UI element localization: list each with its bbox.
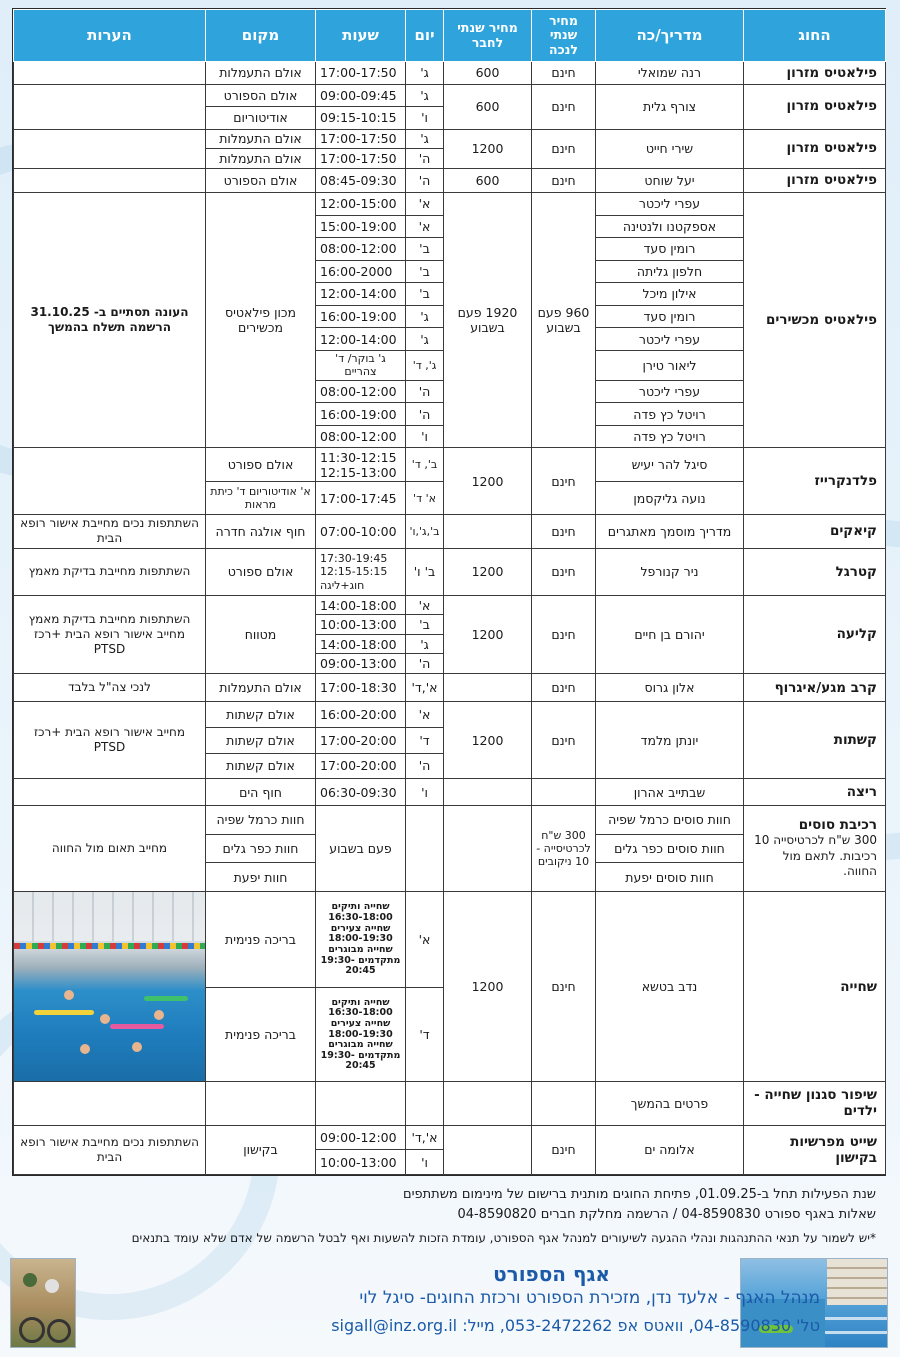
- hours-cell: 16:00-20:00: [316, 702, 406, 728]
- price-retiree-cell: חינם: [532, 129, 596, 168]
- price-member-cell: [444, 515, 532, 549]
- price-member-cell: 1200: [444, 891, 532, 1082]
- location-cell: אולם קשתות: [206, 728, 316, 754]
- header-instructor: מדריך/כה: [596, 10, 744, 62]
- hours-cell: שחייה ותיקים 16:30-18:00 שחייה צעירים 18:00-19:30 שחייה מבוגרים מתקדמים 19:30-20:45: [316, 891, 406, 987]
- table-row: [14, 891, 886, 987]
- day-cell: א': [406, 193, 444, 216]
- table-row: [14, 1082, 886, 1125]
- location-cell: אולם התעמלות: [206, 149, 316, 168]
- price-member-cell: 1200: [444, 595, 532, 673]
- day-cell: א': [406, 891, 444, 987]
- day-cell: א',ד': [406, 673, 444, 702]
- price-member-cell: [444, 779, 532, 806]
- price-member-cell: 1200: [444, 702, 532, 779]
- pool-photo: [14, 891, 206, 1082]
- instructor-cell: עפרי ליכטר: [596, 328, 744, 351]
- swimming-pool-image: [14, 892, 205, 1082]
- price-retiree-cell: חינם: [532, 702, 596, 779]
- table-row: [14, 62, 886, 85]
- class-name: קשתות: [744, 702, 886, 779]
- instructor-cell: צורף גלית: [596, 84, 744, 129]
- price-retiree-cell: חינם: [532, 595, 596, 673]
- price-member-cell: 600: [444, 84, 532, 129]
- table-row: [14, 595, 886, 614]
- header-hours: שעות: [316, 10, 406, 62]
- day-cell: ב': [406, 283, 444, 306]
- hours-cell: 14:00-18:00: [316, 634, 406, 653]
- location-cell: חוות יפעת: [206, 863, 316, 892]
- hours-cell: פעם בשבוע: [316, 805, 406, 891]
- day-cell: ו': [406, 425, 444, 448]
- table-row: [14, 779, 886, 806]
- hours-cell: 10:00-13:00: [316, 1150, 406, 1175]
- day-cell: ה': [406, 168, 444, 193]
- department-contact-block: [100, 1258, 820, 1352]
- class-name: פילאטיס מזרון: [744, 129, 886, 168]
- instructor-cell: שבתייב אהרון: [596, 779, 744, 806]
- hours-cell: 17:00-17:50: [316, 62, 406, 85]
- instructor-cell: רויטל כץ פדה: [596, 403, 744, 426]
- hours-cell: 12:00-14:00: [316, 283, 406, 306]
- department-title: אגף הספורט: [493, 1262, 610, 1286]
- price-retiree-cell: חינם: [532, 84, 596, 129]
- day-cell: א' ד': [406, 482, 444, 515]
- instructor-cell: עפרי ליכטר: [596, 193, 744, 216]
- price-retiree-cell: חינם: [532, 891, 596, 1082]
- day-cell: א': [406, 702, 444, 728]
- price-member-cell: [444, 1125, 532, 1175]
- class-name: קליעה: [744, 595, 886, 673]
- instructor-cell: יהורם בן חיים: [596, 595, 744, 673]
- day-cell: א': [406, 215, 444, 238]
- price-retiree-cell: חינם: [532, 515, 596, 549]
- instructor-cell: חוות סוסים כרמל שפיה: [596, 805, 744, 834]
- location-cell: [206, 1082, 316, 1125]
- day-cell: [406, 805, 444, 891]
- instructor-cell: חוות סוסים כפר גלים: [596, 834, 744, 863]
- location-cell: אולם התעמלות: [206, 129, 316, 148]
- hours-cell: ג' בוקר/ ד' צהריים: [316, 350, 406, 380]
- hours-cell: 10:00-13:00: [316, 615, 406, 634]
- notes-cell: מחייב אישור רופא הבית +רכז PTSD: [14, 702, 206, 779]
- price-retiree-cell: חינם: [532, 168, 596, 193]
- day-cell: ד': [406, 728, 444, 754]
- class-name: פילאטיס מכשירים: [744, 193, 886, 448]
- day-cell: ב': [406, 238, 444, 261]
- day-cell: ב',ג',ו': [406, 515, 444, 549]
- table-row: [14, 805, 886, 834]
- instructor-cell: יונתן מלמד: [596, 702, 744, 779]
- notes-cell: העונה תסתיים ב- 31.10.25 הרשמה תשלח בהמשך: [14, 193, 206, 448]
- instructor-cell: רנה שמואלי: [596, 62, 744, 85]
- location-cell: חוות כפר גלים: [206, 834, 316, 863]
- price-retiree-cell: חינם: [532, 1125, 596, 1175]
- price-retiree-cell: חינם: [532, 548, 596, 595]
- day-cell: ב': [406, 260, 444, 283]
- day-cell: ד': [406, 988, 444, 1082]
- class-title: רכיבת סוסים: [798, 816, 877, 833]
- day-cell: [406, 1082, 444, 1125]
- price-retiree-cell: 960 פעם בשבוע: [532, 193, 596, 448]
- class-name: קטרגל: [744, 548, 886, 595]
- instructor-cell: ניר קנורפל: [596, 548, 744, 595]
- notes-cell: מחייב תאום מול החווה: [14, 805, 206, 891]
- class-name: פלדנקרייז: [744, 448, 886, 515]
- location-cell: אולם ספורט: [206, 448, 316, 482]
- price-retiree-cell: [532, 1082, 596, 1125]
- hours-cell: 17:00-17:45: [316, 482, 406, 515]
- header-price-member: מחיר שנתי לחבר: [444, 10, 532, 62]
- footer-contact-note: שאלות באגף ספורט 04-8590830 / הרשמה מחלקת חברים 04-8590820: [457, 1207, 876, 1222]
- hours-cell: 08:00-12:00: [316, 238, 406, 261]
- notes-cell: השתתפות מחייבת בדיקת מאמץ: [14, 548, 206, 595]
- price-member-cell: 1200: [444, 129, 532, 168]
- price-retiree-cell: 300 ש"ח לכרטיסייה - 10 ניקובים: [532, 805, 596, 891]
- day-cell: ג', ד': [406, 350, 444, 380]
- instructor-cell: פרטים בהמשך: [596, 1082, 744, 1125]
- notes-cell: [14, 129, 206, 168]
- day-cell: ו': [406, 1150, 444, 1175]
- hours-cell: 08:00-12:00: [316, 380, 406, 403]
- instructor-cell: נועה גליקסמן: [596, 482, 744, 515]
- hours-cell: 12:00-15:00: [316, 193, 406, 216]
- price-member-cell: [444, 1082, 532, 1125]
- day-cell: ג': [406, 305, 444, 328]
- price-member-cell: 1200: [444, 548, 532, 595]
- price-member-cell: 1920 פעם בשבוע: [444, 193, 532, 448]
- day-cell: ג': [406, 84, 444, 107]
- table-row: [14, 193, 886, 216]
- class-name: שייט מפרשיות בקישון: [744, 1125, 886, 1175]
- hours-cell: 08:00-12:00: [316, 425, 406, 448]
- table-header-row: [14, 10, 886, 62]
- day-cell: ה': [406, 149, 444, 168]
- notes-cell: השתתפות נכים מחייבת אישור רופא הבית: [14, 1125, 206, 1175]
- price-member-cell: 600: [444, 168, 532, 193]
- day-cell: ו': [406, 107, 444, 130]
- hours-cell: 09:00-12:00: [316, 1125, 406, 1150]
- price-retiree-cell: חינם: [532, 448, 596, 515]
- location-cell: בקישון: [206, 1125, 316, 1175]
- table-row: [14, 1125, 886, 1150]
- hours-cell: 16:00-19:00: [316, 403, 406, 426]
- footer-conduct-note: *יש לשמור על תנאי ההתנהגות ונהלי ההגעה לשיעורים למנהל אגף הספורט, עומדת הזכות להשעות ואף לבטל הרשמה של אדם שלא עומד בתנאים: [131, 1231, 876, 1245]
- class-name: קיאקים: [744, 515, 886, 549]
- hours-cell: 17:00-20:00: [316, 753, 406, 779]
- notes-cell: [14, 779, 206, 806]
- instructor-cell: רומין סעד: [596, 305, 744, 328]
- hours-cell: 12:00-14:00: [316, 328, 406, 351]
- price-member-cell: 600: [444, 62, 532, 85]
- location-cell: חוף הים: [206, 779, 316, 806]
- day-cell: ב', ד': [406, 448, 444, 482]
- table-row: [14, 515, 886, 549]
- header-day: יום: [406, 10, 444, 62]
- table-row: [14, 129, 886, 148]
- table-row: [14, 548, 886, 595]
- location-cell: בריכה פנימית: [206, 988, 316, 1082]
- header-location: מקום: [206, 10, 316, 62]
- hours-cell: 15:00-19:00: [316, 215, 406, 238]
- notes-cell: לנכי צה"ל בלבד: [14, 673, 206, 702]
- notes-cell: [14, 84, 206, 129]
- schedule-table: [13, 9, 886, 1175]
- location-cell: אולם הספורט: [206, 168, 316, 193]
- class-note: 300 ש"ח לכרטיסייה 10 רכיבות. לתאם מול החווה.: [754, 833, 877, 879]
- hours-cell: 16:00-19:00: [316, 305, 406, 328]
- department-contacts: טל' 04-8590830, וואטס אפ 053-2472262, מייל: sigall@inz.org.il: [331, 1316, 820, 1335]
- hours-cell: 17:00-18:30: [316, 673, 406, 702]
- hours-cell: 09:00-13:00: [316, 654, 406, 673]
- header-price-retiree: מחיר שנתי לנכה: [532, 10, 596, 62]
- location-cell: א' אודיטוריום ד' כיתת מראות: [206, 482, 316, 515]
- price-member-cell: [444, 673, 532, 702]
- instructor-cell: רויטל כץ פדה: [596, 425, 744, 448]
- location-cell: חוף אולגה חדרה: [206, 515, 316, 549]
- instructor-cell: אלון גרוס: [596, 673, 744, 702]
- notes-cell: [14, 1082, 206, 1125]
- instructor-cell: יעל שוחט: [596, 168, 744, 193]
- class-name: שיפור סגנון שחייה - ילדים: [744, 1082, 886, 1125]
- location-cell: אולם ספורט: [206, 548, 316, 595]
- instructor-cell: נדב בטשא: [596, 891, 744, 1082]
- hours-cell: 17:30-19:45 12:15-15:15 חוג+ליגה: [316, 548, 406, 595]
- location-cell: אולם קשתות: [206, 702, 316, 728]
- table-row: [14, 448, 886, 482]
- day-cell: ה': [406, 380, 444, 403]
- hours-cell: 07:00-10:00: [316, 515, 406, 549]
- wheelchair-basketball-photo: [10, 1258, 76, 1348]
- hours-cell: [316, 1082, 406, 1125]
- notes-cell: השתתפות מחייבת בדיקת מאמץ מחייב אישור רופא הבית +רכז PTSD: [14, 595, 206, 673]
- hours-cell: 17:00-17:50: [316, 149, 406, 168]
- hours-cell: 17:00-20:00: [316, 728, 406, 754]
- hours-cell: 06:30-09:30: [316, 779, 406, 806]
- day-cell: א',ד': [406, 1125, 444, 1150]
- location-cell: אולם התעמלות: [206, 673, 316, 702]
- hours-cell: 08:45-09:30: [316, 168, 406, 193]
- location-cell: אולם התעמלות: [206, 62, 316, 85]
- day-cell: ה': [406, 753, 444, 779]
- day-cell: ב': [406, 615, 444, 634]
- header-notes: הערות: [14, 10, 206, 62]
- day-cell: א': [406, 595, 444, 614]
- instructor-cell: עפרי ליכטר: [596, 380, 744, 403]
- department-staff: מנהל האגף - אלעד נדן, מזכירת הספורט ורכזת החוגים- סיגל לוי: [359, 1288, 820, 1308]
- table-row: [14, 168, 886, 193]
- notes-cell: [14, 168, 206, 193]
- footer-season-note: שנת הפעילות תחל ב-01.09.25, פתיחת החוגים מותנית ברישום של מינימום משתתפים: [402, 1187, 876, 1202]
- price-retiree-cell: חינם: [532, 673, 596, 702]
- schedule-sheet: [12, 8, 886, 1176]
- hours-cell: 16:00-2000: [316, 260, 406, 283]
- price-member-cell: [444, 805, 532, 891]
- table-row: [14, 702, 886, 728]
- location-cell: אודיטוריום: [206, 107, 316, 130]
- day-cell: ה': [406, 403, 444, 426]
- location-cell: חוות כרמל שפיה: [206, 805, 316, 834]
- notes-cell: [14, 448, 206, 515]
- table-row: [14, 673, 886, 702]
- price-retiree-cell: חינם: [532, 62, 596, 85]
- day-cell: ג': [406, 634, 444, 653]
- header-class: החוג: [744, 10, 886, 62]
- notes-cell: השתתפות נכים מחייבת אישור רופא הבית: [14, 515, 206, 549]
- instructor-cell: שירי חייט: [596, 129, 744, 168]
- hours-cell: 09:15-10:15: [316, 107, 406, 130]
- day-cell: ה': [406, 654, 444, 673]
- hours-cell: שחייה ותיקים 16:30-18:00 שחייה צעירים 18:00-19:30 שחייה מבוגרים מתקדמים 19:30-20:45: [316, 988, 406, 1082]
- day-cell: ג': [406, 328, 444, 351]
- instructor-cell: חוות סוסים יפעת: [596, 863, 744, 892]
- day-cell: ב' ו': [406, 548, 444, 595]
- instructor-cell: חלפון גליתה: [596, 260, 744, 283]
- class-name: שחייה: [744, 891, 886, 1082]
- location-cell: בריכה פנימית: [206, 891, 316, 987]
- instructor-cell: אספקטנו ולנטינה: [596, 215, 744, 238]
- instructor-cell: אלומה ים: [596, 1125, 744, 1175]
- instructor-cell: אילון מיכל: [596, 283, 744, 306]
- class-name: [744, 805, 886, 891]
- class-name: פילאטיס מזרון: [744, 84, 886, 129]
- table-row: [14, 84, 886, 107]
- instructor-cell: מדריך מוסמך מאתגרים: [596, 515, 744, 549]
- instructor-cell: ליאור טירן: [596, 350, 744, 380]
- day-cell: ו': [406, 779, 444, 806]
- day-cell: ג': [406, 62, 444, 85]
- class-name: פילאטיס מזרון: [744, 168, 886, 193]
- notes-cell: [14, 62, 206, 85]
- class-name: פילאטיס מזרון: [744, 62, 886, 85]
- instructor-cell: סיגל להר יעיש: [596, 448, 744, 482]
- day-cell: ג': [406, 129, 444, 148]
- hours-cell: 09:00-09:45: [316, 84, 406, 107]
- instructor-cell: רומין סעד: [596, 238, 744, 261]
- price-member-cell: 1200: [444, 448, 532, 515]
- hours-cell: 14:00-18:00: [316, 595, 406, 614]
- location-cell: מכון פילאטיס מכשירים: [206, 193, 316, 448]
- hours-cell: 17:00-17:50: [316, 129, 406, 148]
- location-cell: מטווח: [206, 595, 316, 673]
- location-cell: אולם הספורט: [206, 84, 316, 107]
- hours-cell: 11:30-12:15 12:15-13:00: [316, 448, 406, 482]
- location-cell: אולם קשתות: [206, 753, 316, 779]
- price-retiree-cell: [532, 779, 596, 806]
- class-name: ריצה: [744, 779, 886, 806]
- class-name: קרב מגע/איגרוף: [744, 673, 886, 702]
